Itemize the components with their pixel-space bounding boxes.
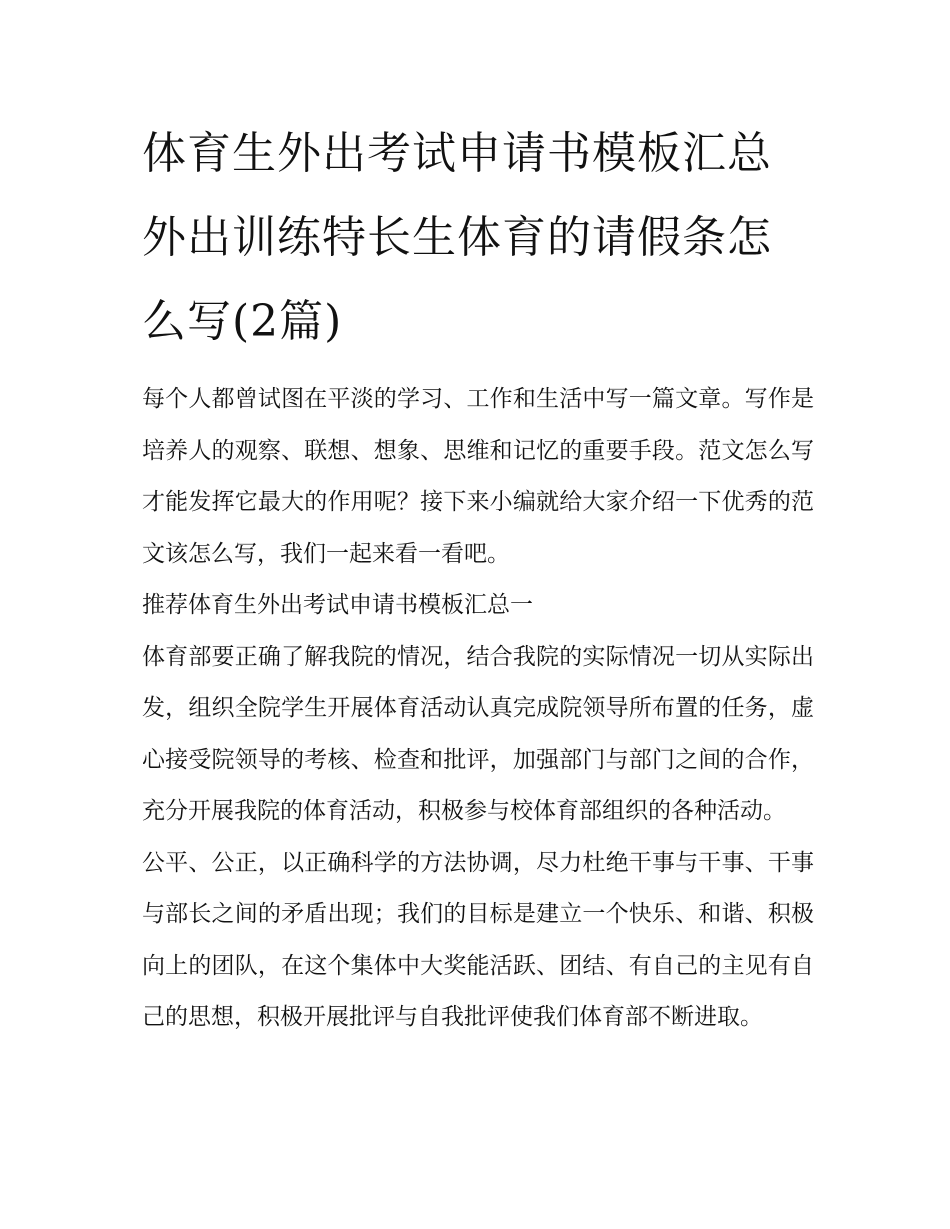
intro-paragraph: 每个人都曾试图在平淡的学习、工作和生活中写一篇文章。写作是培养人的观察、联想、想象、思维和记忆的重要手段。范文怎么写才能发挥它最大的作用呢？接下来小编就给大家介绍一下优秀的范文该怎么写，我们一起来看一看吧。	[142, 386, 814, 567]
document-title: 体育生外出考试申请书模板汇总 外出训练特长生体育的请假条怎么写(2篇)	[142, 128, 772, 347]
document-body	[142, 112, 814, 1044]
body-paragraph: 公平、公正，以正确科学的方法协调，尽力杜绝干事与干事、干事与部长之间的矛盾出现；我们的目标是建立一个快乐、和谐、积极向上的团队，在这个集体中大奖能活跃、团结、有自己的主见有自己的思想，积极开展批评与自我批评使我们体育部不断进取。	[142, 849, 814, 1030]
body-paragraph: 体育部要正确了解我院的情况，结合我院的实际情况一切从实际出发，组织全院学生开展体育活动认真完成院领导所布置的任务，虚心接受院领导的考核、检查和批评，加强部门与部门之间的合作，充分开展我院的体育活动，积极参与校体育部组织的各种活动。	[142, 643, 814, 824]
section-heading: 推荐体育生外出考试申请书模板汇总一	[142, 592, 533, 618]
